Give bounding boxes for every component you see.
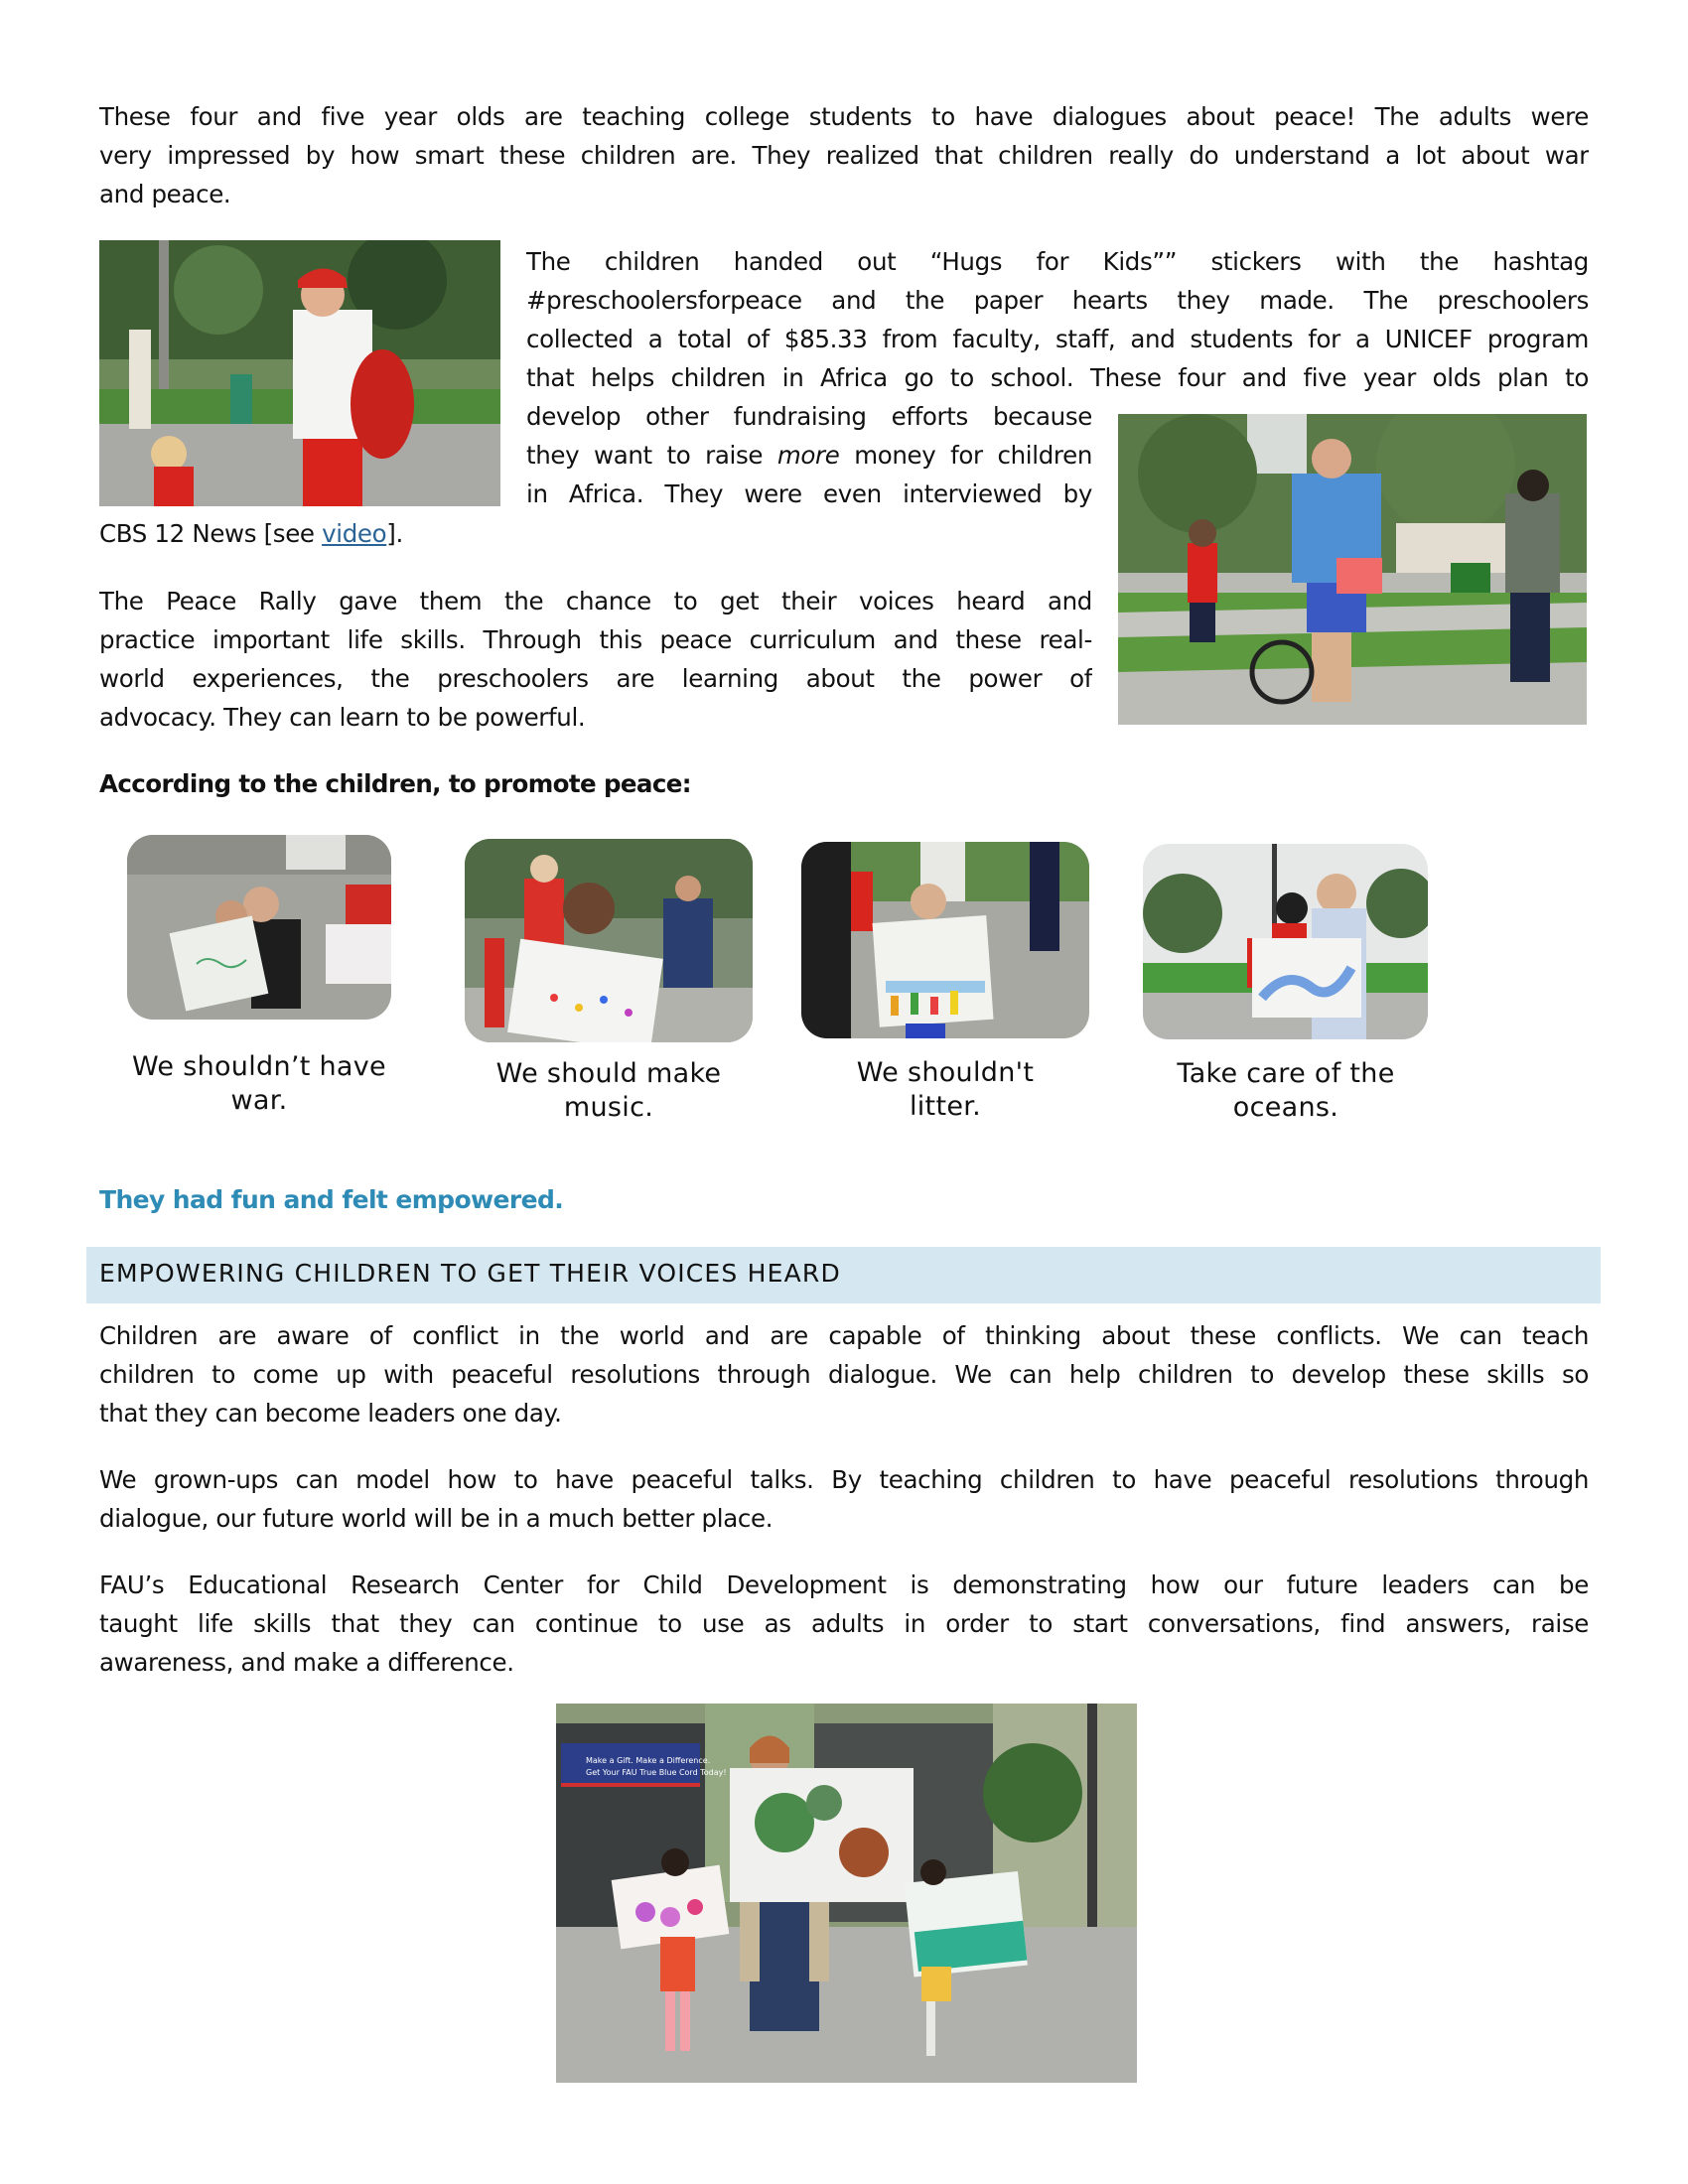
fun-empowered-line: They had fun and felt empowered. xyxy=(99,1185,564,1214)
intro-line-1: These four and five year olds are teaching college students to have dialogues about peace! The adults were xyxy=(99,102,1589,131)
fundraising-line-6-end: money for children xyxy=(839,441,1092,470)
rally-line-2: practice important life skills. Through this peace curriculum and these real- xyxy=(99,625,1092,654)
section-p3-line-2: taught life skills that they can continue to use as adults in order to start conversations, find answers, raise xyxy=(99,1609,1589,1638)
thumbnail-make-music xyxy=(465,839,753,1042)
caption-line-1: Take care of the xyxy=(1177,1058,1395,1089)
photo-donation-jar xyxy=(99,240,500,506)
banner-text-line-1: Make a Gift. Make a Difference. xyxy=(586,1756,711,1765)
section-title: EMPOWERING CHILDREN TO GET THEIR VOICES HEARD xyxy=(99,1259,841,1288)
intro-line-3: and peace. xyxy=(99,180,231,208)
section-p3-line-1: FAU’s Educational Research Center for Child Development is demonstrating how our future leaders can be xyxy=(99,1570,1589,1599)
section-p3-line-3: awareness, and make a difference. xyxy=(99,1648,514,1677)
fundraising-line-1: The children handed out “Hugs for Kids”” stickers with the hashtag xyxy=(526,247,1589,276)
rally-line-1: The Peace Rally gave them the chance to get their voices heard and xyxy=(99,587,1092,615)
rally-line-3: world experiences, the preschoolers are learning about the power of xyxy=(99,664,1092,693)
thumbnail-no-litter xyxy=(801,842,1089,1038)
fundraising-line-6-start: they want to raise xyxy=(526,441,777,470)
rally-line-4: advocacy. They can learn to be powerful. xyxy=(99,703,586,732)
fundraising-line-2: #preschoolersforpeace and the paper hearts they made. The preschoolers xyxy=(526,286,1589,315)
banner-text-line-2: Get Your FAU True Blue Cord Today! xyxy=(586,1768,727,1777)
photo-bicycle-donation xyxy=(1118,414,1587,725)
fundraising-line-7: in Africa. They were even interviewed by xyxy=(526,479,1092,508)
caption-line-2: war. xyxy=(230,1085,288,1116)
emphasis-more: more xyxy=(776,441,840,470)
thumbnail-oceans xyxy=(1143,844,1428,1039)
thumbnail-caption-oceans xyxy=(1137,1057,1435,1125)
caption-line-1: We shouldn't xyxy=(856,1057,1035,1088)
thumbnail-caption-no-litter xyxy=(796,1056,1094,1124)
caption-line-2: litter. xyxy=(909,1091,982,1122)
thumbnail-caption-no-war xyxy=(110,1050,408,1118)
section-p2-line-1: We grown-ups can model how to have peaceful talks. By teaching children to have peaceful resolutions through xyxy=(99,1465,1589,1494)
caption-line-1: We shouldn’t have xyxy=(132,1051,386,1082)
thumbnail-no-war xyxy=(127,835,391,1020)
section-p1-line-3: that they can become leaders one day. xyxy=(99,1399,562,1428)
fundraising-line-8 xyxy=(99,519,403,549)
fundraising-line-6 xyxy=(526,441,1092,471)
section-p2-line-2: dialogue, our future world will be in a much better place. xyxy=(99,1504,774,1533)
caption-line-1: We should make xyxy=(495,1058,722,1089)
intro-line-2: very impressed by how smart these children are. They realized that children really do understand a lot about war xyxy=(99,141,1589,170)
promote-peace-heading: According to the children, to promote peace: xyxy=(99,769,691,798)
section-p1-line-2: children to come up with peaceful resolutions through dialogue. We can help children to develop these skills so xyxy=(99,1360,1589,1389)
cbs-news-text-end: ]. xyxy=(386,519,403,548)
caption-line-2: music. xyxy=(563,1092,654,1123)
fundraising-line-3: collected a total of $85.33 from faculty, staff, and students for a UNICEF program xyxy=(526,325,1589,353)
thumbnail-caption-make-music xyxy=(460,1057,758,1125)
video-link[interactable]: video xyxy=(322,519,387,548)
section-p1-line-1: Children are aware of conflict in the world and are capable of thinking about these conflicts. We can teach xyxy=(99,1321,1589,1350)
photo-children-with-posters xyxy=(556,1704,1137,2083)
fundraising-line-4: that helps children in Africa go to school. These four and five year olds plan to xyxy=(526,363,1589,392)
caption-line-2: oceans. xyxy=(1232,1092,1339,1123)
section-header-band xyxy=(86,1247,1601,1303)
cbs-news-text: CBS 12 News [see xyxy=(99,519,323,548)
fundraising-line-5: develop other fundraising efforts because xyxy=(526,402,1092,431)
